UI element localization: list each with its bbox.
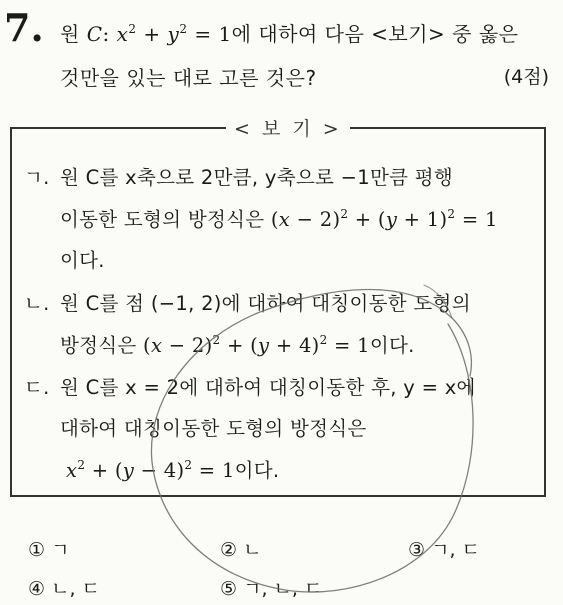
choice-4[interactable] <box>28 574 100 601</box>
choice-1-text: ㄱ <box>51 539 70 561</box>
choice-3-text: ㄱ, ㄷ <box>431 539 480 561</box>
choice-1-number: ① <box>28 539 46 561</box>
choice-5[interactable] <box>220 574 322 601</box>
item-digeut-line-1: 원 C를 x = 2에 대하여 대칭이동한 후, y = x에 <box>60 376 476 399</box>
item-digeut-equation: $x^2 + (y - 4)^2 = 1$ <box>66 458 235 482</box>
choice-2-text: ㄴ <box>243 539 262 561</box>
choice-4-text: ㄴ, ㄷ <box>51 578 100 600</box>
item-giyeok-line-2 <box>60 204 498 232</box>
choice-2[interactable] <box>220 535 261 562</box>
item-nieun-text-end: 이다. <box>369 334 415 357</box>
choice-5-text: ㄱ, ㄴ, ㄷ <box>243 578 323 600</box>
circle-name: C <box>86 22 103 46</box>
score-label: (4점) <box>503 66 549 88</box>
choice-1[interactable] <box>28 535 69 562</box>
item-giyeok-line-1: 원 C를 x축으로 2만큼, y축으로 −1만큼 평행 <box>60 166 454 189</box>
choice-3[interactable] <box>408 535 480 562</box>
item-giyeok-text: 이동한 도형의 방정식은 <box>60 208 271 231</box>
question-text-start: 원 <box>60 22 87 46</box>
item-nieun-equation: $(x - 2)^2 + (y + 4)^2 = 1$ <box>143 333 370 357</box>
item-nieun-line-2 <box>60 330 415 358</box>
item-nieun-marker: ㄴ. <box>24 292 50 315</box>
item-giyeok-equation: $(x - 2)^2 + (y + 1)^2 = 1$ <box>270 207 498 231</box>
item-digeut-marker: ㄷ. <box>24 376 50 399</box>
item-digeut-line-3 <box>66 455 279 483</box>
item-digeut-line-2: 대하여 대칭이동한 도형의 방정식은 <box>60 417 367 440</box>
circle-equation: : $x^2 + y^2 = 1$ <box>102 22 232 46</box>
choice-2-number: ② <box>220 539 238 561</box>
question-line-2: 것만을 있는 대로 고른 것은? <box>60 66 317 90</box>
item-giyeok-marker: ㄱ. <box>24 166 50 189</box>
choice-4-number: ④ <box>28 578 46 600</box>
item-nieun-text: 방정식은 <box>60 334 144 357</box>
question-text-end: 에 대하여 다음 <보기> 중 옳은 <box>231 22 519 46</box>
choice-3-number: ③ <box>408 539 426 561</box>
question-line-1 <box>60 18 519 47</box>
item-digeut-text-end: 이다. <box>234 459 280 482</box>
choice-5-number: ⑤ <box>220 578 238 600</box>
item-nieun-line-1: 원 C를 점 (−1, 2)에 대하여 대칭이동한 도형의 <box>60 292 471 315</box>
item-giyeok-line-3: 이다. <box>60 249 105 272</box>
question-number: 7. <box>4 5 44 50</box>
bogi-title: < 보 기 > <box>226 114 350 141</box>
